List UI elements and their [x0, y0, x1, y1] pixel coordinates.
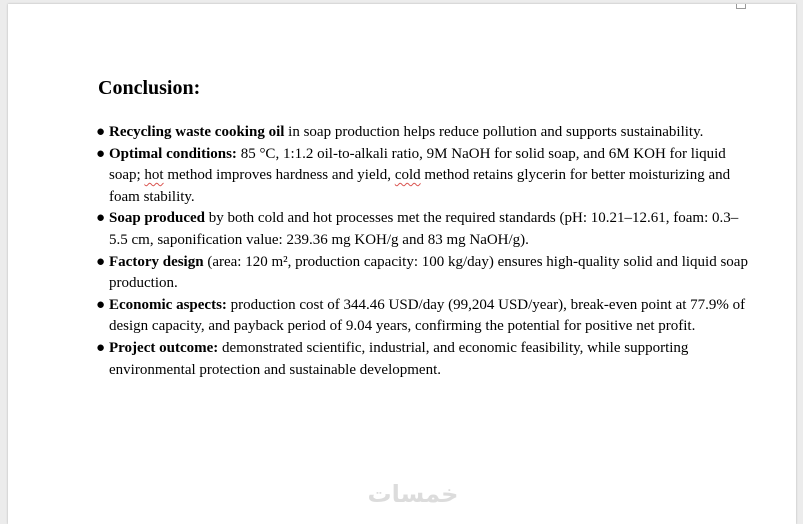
- bullet-title: Project outcome:: [109, 339, 219, 356]
- spellcheck-word-cold[interactable]: cold: [394, 167, 421, 184]
- bullet-title: Factory design: [109, 253, 204, 270]
- bullet-title: Optimal conditions:: [109, 145, 237, 162]
- bullet-title: Soap produced: [109, 210, 206, 227]
- watermark-text: خمسات: [367, 480, 459, 508]
- bullet-text: in soap production helps reduce pollution and supports sustainability.: [284, 124, 704, 140]
- list-item-economic-aspects: [96, 295, 754, 338]
- page-corner-marker: [736, 4, 746, 9]
- bullet-text: demonstrated scientific, industrial, and economic feasibility, while supporting environmental protection and sustainable development.: [109, 339, 689, 378]
- bullet-text: 85 °C, 1:1.2 oil-to-alkali ratio, 9M NaOH for solid soap, and 6M KOH for liquid soap;: [109, 145, 726, 184]
- bullet-text: by both cold and hot processes met the required standards (pH: 10.21–12.61, foam: 0.3–5.5 cm, saponification value: 239.36 mg KOH/g and 83 mg NaOH/g).: [109, 210, 739, 248]
- document-page: [8, 4, 796, 524]
- bullet-text: method improves hardness and yield,: [163, 167, 395, 184]
- bullet-icon: ●: [96, 124, 106, 140]
- spellcheck-word-hot[interactable]: hot: [144, 167, 164, 184]
- bullet-icon: ●: [96, 210, 106, 227]
- watermark-logo: [358, 478, 468, 508]
- bullet-icon: ●: [96, 253, 106, 270]
- conclusion-heading: Conclusion:: [98, 77, 201, 99]
- list-item-soap-produced: [96, 208, 754, 251]
- bullet-title: Recycling waste cooking oil: [109, 124, 285, 140]
- list-item-factory-design: [96, 252, 754, 295]
- bullet-text: production cost of 344.46 USD/day (99,204 USD/year), break-even point at 77.9% of design capacity, and payback period of 9.04 years, confirming the potential for positive net profit.: [109, 296, 746, 335]
- conclusion-list: [96, 122, 754, 381]
- bullet-icon: ●: [96, 296, 106, 313]
- bullet-text: (area: 120 m², production capacity: 100 kg/day) ensures high-quality solid and liquid soap production.: [109, 253, 748, 292]
- list-item-optimal-conditions: [96, 144, 754, 209]
- bullet-icon: ●: [96, 339, 106, 356]
- list-item-project-outcome: [96, 338, 754, 381]
- bullet-title: Economic aspects:: [109, 296, 227, 313]
- bullet-icon: ●: [96, 145, 106, 162]
- list-item-recycling: [96, 122, 754, 144]
- bullet-text: method retains glycerin for better moisturizing and foam stability.: [109, 167, 731, 205]
